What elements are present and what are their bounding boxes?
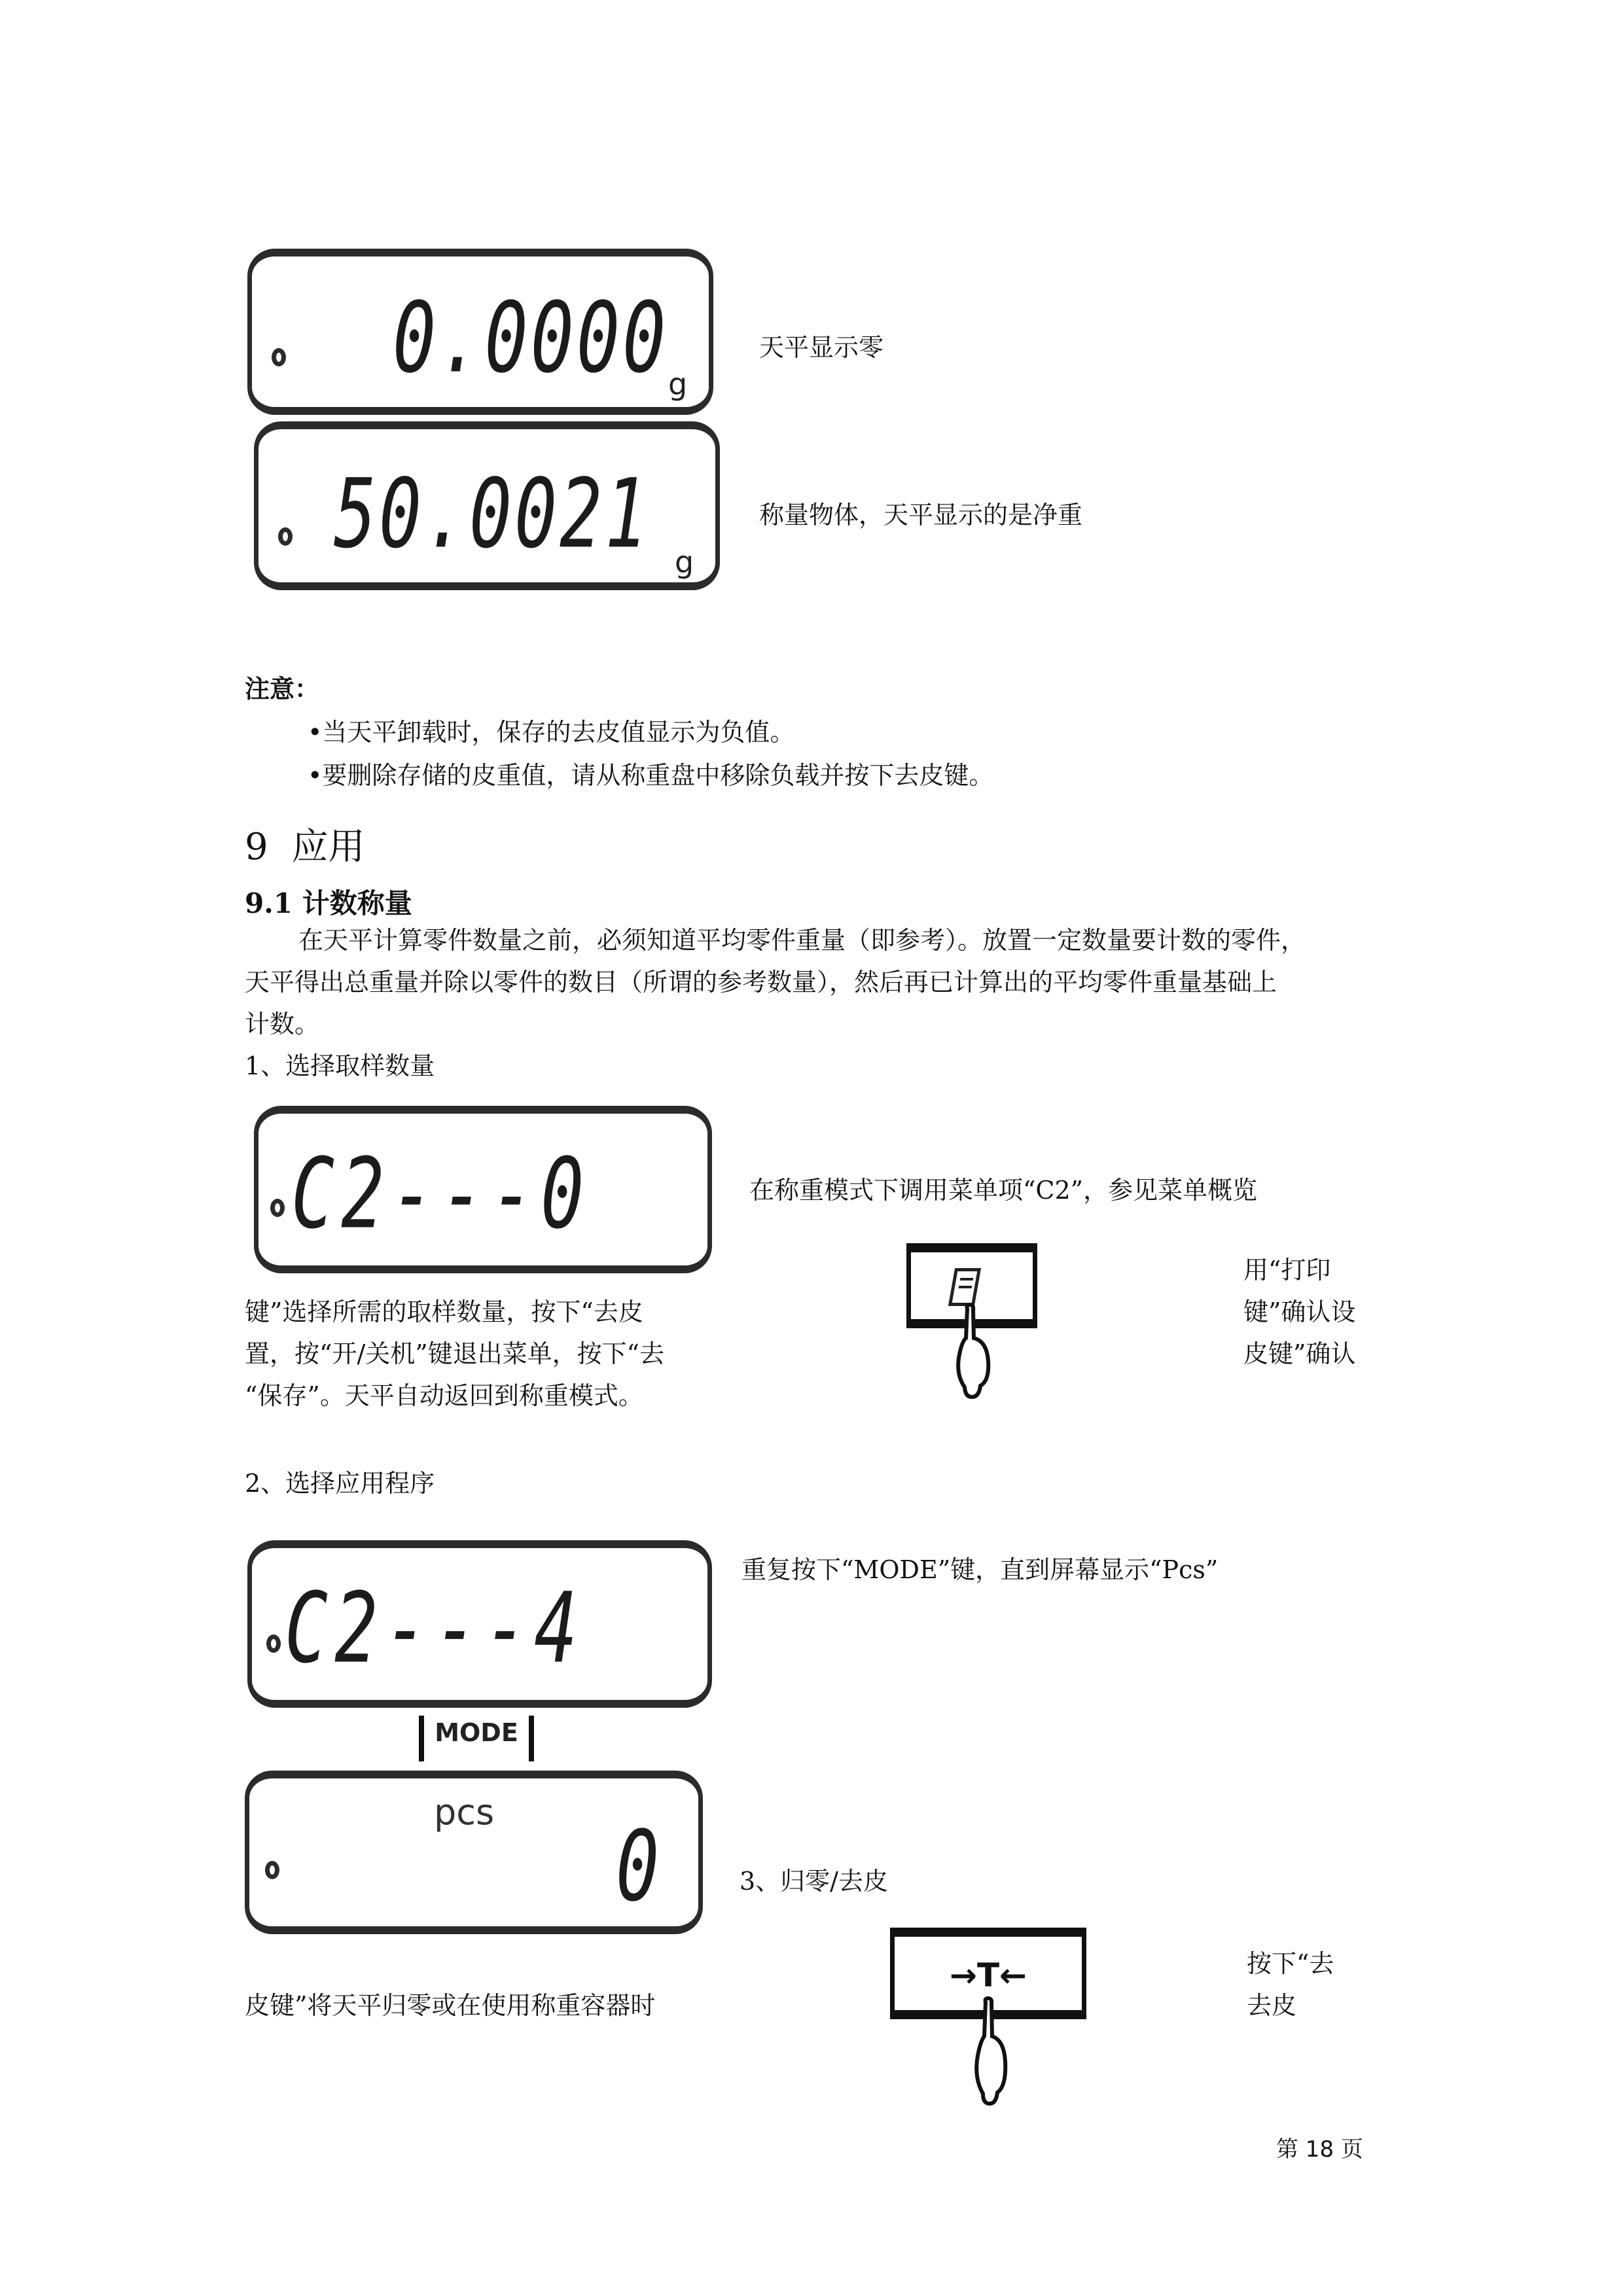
step2-heading: 2、选择应用程序	[245, 1469, 435, 1498]
display-value: 0	[616, 1809, 662, 1923]
subsection-heading: 9.1 计数称量	[245, 887, 412, 919]
stability-indicator-icon	[265, 1861, 279, 1879]
step3-right-line: 按下“去	[1247, 1949, 1334, 1978]
stability-indicator-icon	[266, 1634, 281, 1653]
intro-line: 在天平计算零件数量之前，必须知道平均零件重量（即参考）。放置一定数量要计数的零件，	[298, 926, 1306, 955]
step1-left-line: “保存”。天平自动返回到称重模式。	[245, 1381, 643, 1410]
display-net-caption: 称量物体，天平显示的是净重	[759, 501, 1083, 529]
intro-line: 天平得出总重量并除以零件的数目（所谓的参考数量），然后再已计算出的平均零件重量基础上	[245, 968, 1277, 997]
display-zero-caption: 天平显示零	[759, 333, 884, 362]
tare-key-label: →T←	[950, 1956, 1027, 1994]
finger-press-icon	[936, 1302, 1008, 1400]
print-icon	[948, 1268, 981, 1306]
lcd-display-pcs	[245, 1771, 703, 1934]
note-item: •当天平卸载时，保存的去皮值显示为负值。	[308, 718, 795, 747]
lcd-display-zero	[247, 249, 713, 415]
step1-right-line: 皮键”确认	[1243, 1339, 1356, 1368]
note-title: 注意：	[245, 674, 320, 703]
step1-right-line: 用“打印	[1243, 1256, 1331, 1284]
lcd-display-c2-4	[247, 1540, 712, 1708]
section-number: 9	[245, 826, 268, 868]
lcd-display-net	[254, 421, 720, 590]
display-value: C2---0	[291, 1137, 591, 1250]
display-value: 0.0000	[393, 281, 669, 395]
section-title: 应用	[291, 826, 365, 868]
stability-indicator-icon	[270, 1199, 285, 1217]
page-number: 第 18 页	[1276, 2136, 1363, 2163]
mode-key[interactable]	[419, 1716, 534, 1761]
intro-line: 计数。	[245, 1010, 320, 1038]
mode-key-label: MODE	[435, 1718, 518, 1747]
note-item: •要删除存储的皮重值，请从称重盘中移除负载并按下去皮键。	[308, 761, 994, 790]
stability-indicator-icon	[272, 348, 286, 366]
display-unit: g	[675, 544, 694, 580]
display-unit: g	[668, 366, 688, 402]
lcd-display-c2-0	[254, 1106, 712, 1273]
stability-indicator-icon	[278, 527, 293, 546]
step1-right-line: 键”确认设	[1243, 1298, 1356, 1326]
display-value: C2---4	[285, 1571, 584, 1685]
section-heading	[245, 818, 365, 870]
display-mode-label: pcs	[434, 1792, 495, 1833]
step1-caption: 在称重模式下调用菜单项“C2”，参见菜单概览	[749, 1176, 1258, 1205]
step1-heading: 1、选择取样数量	[245, 1051, 435, 1080]
step1-left-line: 键”选择所需的取样数量，按下“去皮	[245, 1298, 643, 1326]
step1-left-line: 置，按“开/关机”键退出菜单，按下“去	[245, 1339, 665, 1368]
finger-press-icon	[955, 1996, 1027, 2107]
step3-right-line: 去皮	[1247, 1991, 1297, 2020]
step3-heading: 3、归零/去皮	[740, 1867, 888, 1896]
display-value: 50.0021	[334, 459, 651, 570]
step3-left-line: 皮键”将天平归零或在使用称重容器时	[245, 1991, 656, 2020]
step2-caption: 重复按下“MODE”键，直到屏幕显示“Pcs”	[741, 1555, 1219, 1584]
